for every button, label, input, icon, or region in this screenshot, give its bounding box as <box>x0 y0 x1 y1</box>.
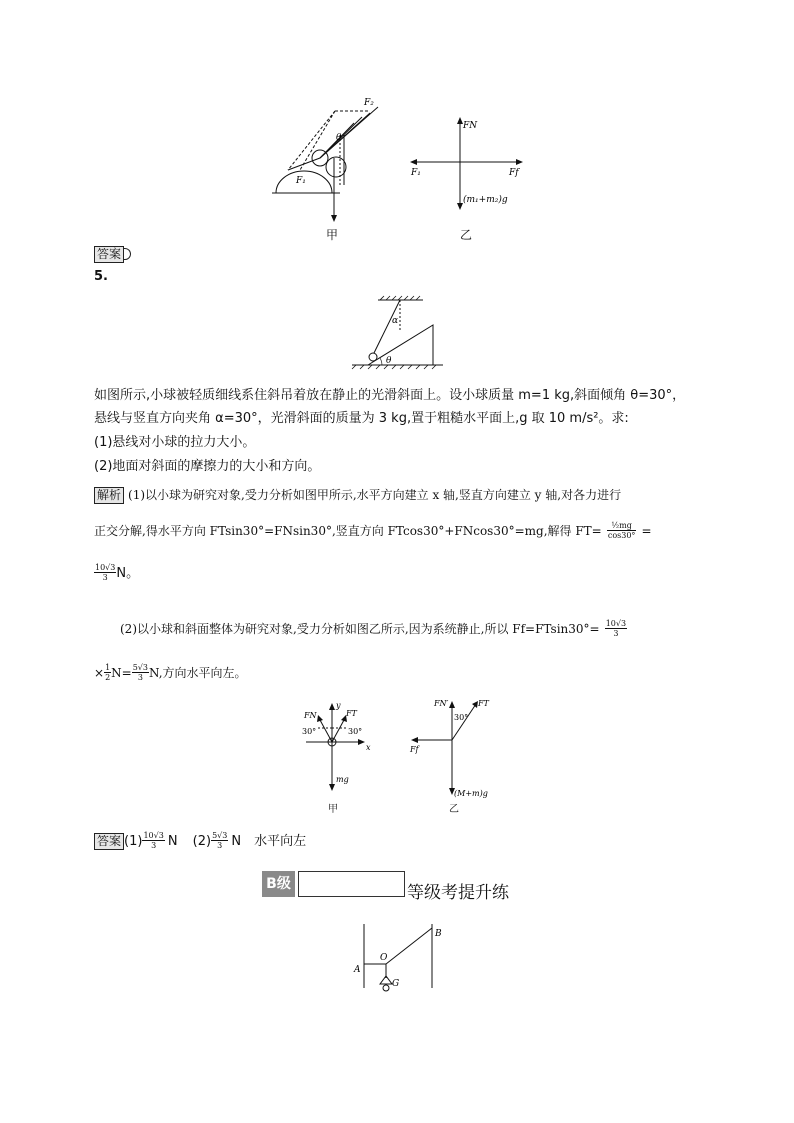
q5-answer-tag: 答案 <box>94 833 124 850</box>
q5-yi-weight: (M+m)g <box>454 789 488 798</box>
q5-jia-30a: 30° <box>302 727 317 736</box>
q5-figure-jia <box>296 698 376 798</box>
q4-jia-F1: F₁ <box>296 176 306 186</box>
q5-jia-mg: mg <box>336 775 349 784</box>
q6-fig-B: B <box>435 929 442 939</box>
q5-analysis2-frac: $\frac{10√3}{3}$ <box>605 619 627 638</box>
q5-sub1: (1)悬线对小球的拉力大小。 <box>94 435 256 450</box>
q5-number: 5. <box>94 269 108 284</box>
q4-fig-jia-caption: 甲 <box>326 228 339 242</box>
q4-answer-tag: 答案 <box>94 243 131 263</box>
level-b-title: 等级考提升练 <box>407 883 509 903</box>
q5-analysis-result-frac: $\frac{10√3}{3}$ <box>95 563 116 582</box>
q5-analysis2-times: × <box>94 666 105 680</box>
q5-yi-Ff: Ff <box>410 745 419 754</box>
q5-answer2-unit: N 水平向左 <box>231 834 307 849</box>
q5-answer1-unit: N <box>167 834 178 849</box>
q5-analysis-unit: N。 <box>116 566 140 581</box>
q5-fig-jia-caption: 甲 <box>328 804 338 815</box>
q4-fig-yi-caption: 乙 <box>460 228 473 242</box>
q5-analysis2-row1 <box>120 618 627 638</box>
q4-jia-theta: θ <box>336 133 342 143</box>
q5-stem-line2: 悬线与竖直方向夹角 α=30°，光滑斜面的质量为 3 kg,置于粗糙水平面上,g 取 10 m/s²。求: <box>94 411 629 426</box>
q5-analysis2-row2 <box>94 662 247 682</box>
q5-answer1-frac: $\frac{10√3}{3}$ <box>143 831 164 850</box>
q5-answer2-frac: $\frac{5√3}{3}$ <box>212 831 228 850</box>
q5-analysis2-half: $\frac{1}{2}$ <box>105 663 111 682</box>
level-b-blank-box <box>298 871 405 897</box>
q5-analysis2-line1: (2)以小球和斜面整体为研究对象,受力分析如图乙所示,因为系统静止,所以 Ff=FTsin30°= <box>120 622 600 636</box>
q5-analysis-tag: 解析 <box>94 487 124 504</box>
q5-analysis-line2b: = <box>641 524 652 538</box>
q5-jia-FT: FT <box>346 709 357 718</box>
q5-figure <box>348 295 448 375</box>
q6-fig-A: A <box>354 965 361 975</box>
q5-answer1-prefix: (1) <box>124 834 143 849</box>
q5-analysis-row3 <box>94 562 139 583</box>
q5-analysis2-eq: N= <box>111 666 132 680</box>
q4-figure-jia <box>270 95 390 225</box>
q5-jia-FN: FN <box>304 711 317 720</box>
q5-analysis-line1: (1)以小球为研究对象,受力分析如图甲所示,水平方向建立 x 轴,竖直方向建立 y 轴,对各力进行 <box>128 488 622 502</box>
q5-fig-yi-caption: 乙 <box>449 804 459 815</box>
q5-figure-yi <box>404 692 504 802</box>
q5-yi-FN: FN′ <box>434 699 449 708</box>
q6-fig-O: O <box>380 953 388 963</box>
q4-yi-weight: (m₁+m₂)g <box>463 195 508 205</box>
q4-yi-FN: FN <box>463 121 478 131</box>
level-b-badge: B级 <box>262 871 295 897</box>
q5-stem-line1: 如图所示,小球被轻质细线系住斜吊着放在静止的光滑斜面上。设小球质量 m=1 kg,斜面倾角 θ=30°， <box>94 388 686 403</box>
q5-analysis2-conclusion: N,方向水平向左。 <box>149 666 247 680</box>
q5-analysis-row1 <box>94 484 621 504</box>
q5-yi-30: 30° <box>454 713 469 722</box>
q5-jia-30b: 30° <box>348 727 363 736</box>
q6-fig-G: G <box>392 979 400 989</box>
q4-jia-F2: F₂ <box>364 98 374 108</box>
q4-figure-yi <box>405 112 535 212</box>
q5-fig-alpha: α <box>392 316 399 326</box>
q4-yi-F1: F₁ <box>411 168 421 178</box>
q5-analysis-line2a: 正交分解,得水平方向 FTsin30°=FNsin30°,竖直方向 FTcos30°+FNcos30°=mg,解得 FT= <box>94 524 602 538</box>
q5-analysis-frac: $\frac{\text{½mg}}{\cos 30^\circ}$ <box>607 521 636 540</box>
q5-fig-theta: θ <box>386 356 392 366</box>
q4-yi-Ff: Ff <box>509 168 519 178</box>
q5-sub2: (2)地面对斜面的摩擦力的大小和方向。 <box>94 459 321 474</box>
q5-answer2-prefix: (2) <box>192 834 212 849</box>
q5-jia-x: x <box>366 743 371 752</box>
q6-figure <box>350 920 450 1000</box>
q5-answer-row <box>94 830 306 851</box>
q5-analysis-row2 <box>94 520 652 540</box>
q5-analysis2-result: $\frac{5√3}{3}$ <box>132 663 148 682</box>
q5-yi-FT: FT <box>478 699 489 708</box>
q5-jia-y: y <box>336 701 341 710</box>
